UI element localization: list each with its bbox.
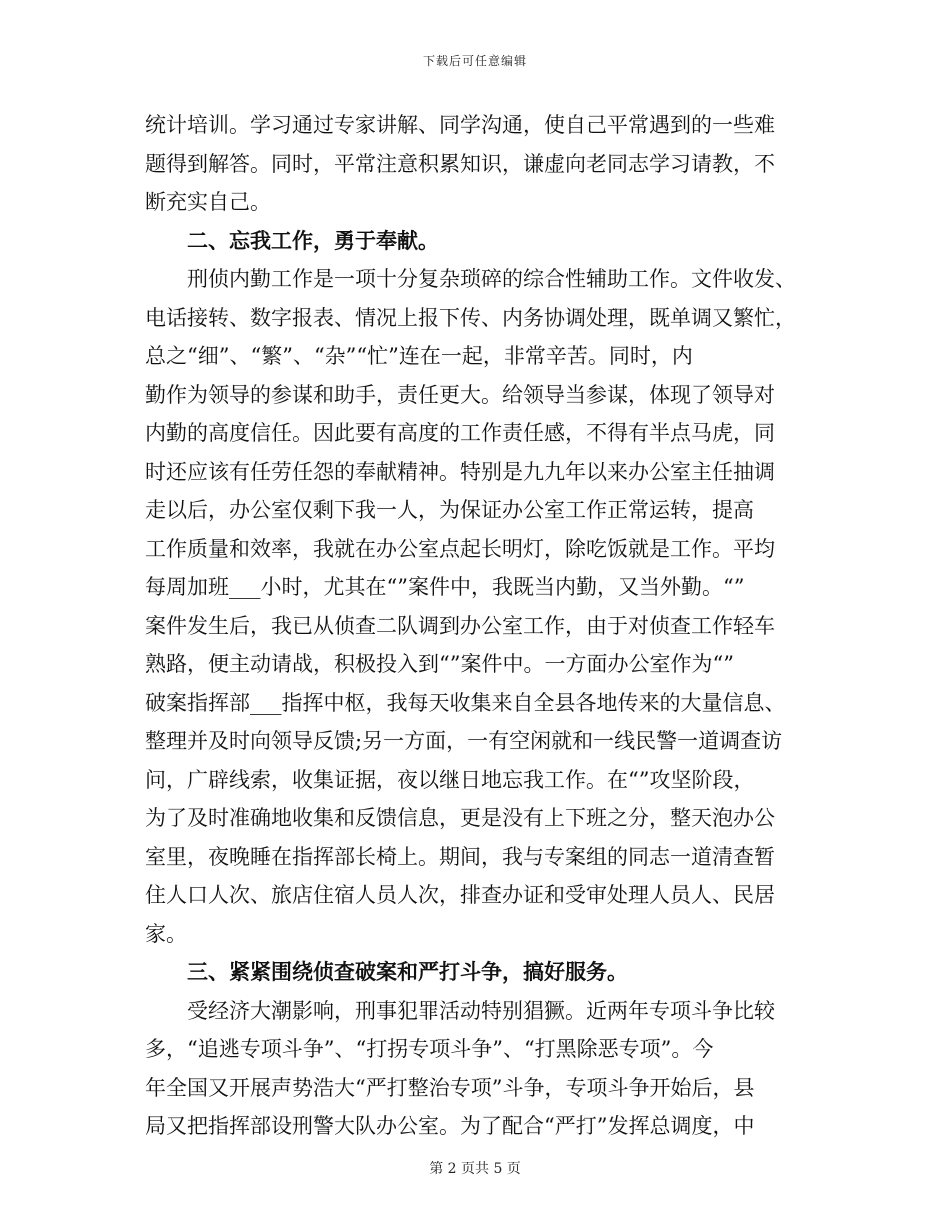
paragraph-line: 案件发生后，我已从侦查二队调到办公室工作，由于对侦查工作轻车 bbox=[145, 613, 775, 638]
paragraph-line: 破案指挥部___指挥中枢，我每天收集来自全县各地传来的大量信息、 bbox=[145, 690, 786, 715]
paragraph-line: 熟路，便主动请战，积极投入到“”案件中。一方面办公室作为“” bbox=[145, 652, 734, 676]
paragraph-line: 内勤的高度信任。因此要有高度的工作责任感，不得有半点马虎，同 bbox=[145, 421, 775, 445]
paragraph-line: 工作质量和效率，我就在办公室点起长明灯，除吃饭就是工作。平均 bbox=[145, 536, 775, 561]
document-body bbox=[145, 106, 805, 1146]
paragraph-line: 电话接转、数字报表、情况上报下传、内务协调处理，既单调又繁忙， bbox=[145, 305, 796, 330]
paragraph-line: 走以后，办公室仅剩下我一人，为保证办公室工作正常运转，提高 bbox=[145, 498, 754, 522]
paragraph-line: 住人口人次、旅店住宿人员人次，排查办证和受审处理人员人、民居 bbox=[145, 883, 775, 907]
paragraph-line: 勤作为领导的参谋和助手，责任更大。给领导当参谋，体现了领导对 bbox=[145, 382, 775, 407]
paragraph-line: 问，广辟线索，收集证据，夜以继日地忘我工作。在“”攻坚阶段， bbox=[145, 767, 755, 792]
section-heading: 二、忘我工作，勇于奉献。 bbox=[145, 227, 439, 253]
paragraph-line: 总之“细”、“繁”、“杂”“忙”连在一起，非常辛苦。同时，内 bbox=[145, 344, 693, 368]
page-header: 下载后可任意编辑 bbox=[422, 54, 527, 68]
paragraph-line: 家。 bbox=[145, 921, 187, 946]
paragraph-line: 每周加班___小时，尤其在“”案件中，我既当内勤，又当外勤。“” bbox=[145, 575, 745, 599]
page-footer: 第 2 页共 5 页 bbox=[429, 1161, 521, 1177]
paragraph-line: 为了及时准确地收集和反馈信息，更是没有上下班之分，整天泡办公 bbox=[145, 806, 775, 830]
paragraph-line: 整理并及时向领导反馈;另一方面，一有空闲就和一线民警一道调查访 bbox=[145, 729, 783, 753]
paragraph-line: 时还应该有任劳任怨的奉献精神。特别是九九年以来办公室主任抽调 bbox=[145, 459, 775, 484]
paragraph-line: 题得到解答。同时，平常注意积累知识，谦虚向老同志学习请教，不 bbox=[145, 151, 775, 176]
paragraph-line: 多，“追逃专项斗争”、“打拐专项斗争”、“打黑除恶专项”。今 bbox=[145, 1037, 714, 1061]
paragraph-line: 刑侦内勤工作是一项十分复杂琐碎的综合性辅助工作。文件收发、 bbox=[145, 267, 796, 291]
paragraph-line: 室里，夜晚睡在指挥部长椅上。期间，我与专案组的同志一道清查暂 bbox=[145, 844, 775, 869]
paragraph-line: 统计培训。学习通过专家讲解、同学沟通，使自己平常遇到的一些难 bbox=[145, 113, 775, 137]
paragraph-line: 断充实自己。 bbox=[145, 190, 271, 214]
paragraph-line: 受经济大潮影响，刑事犯罪活动特别猖獗。近两年专项斗争比较 bbox=[145, 998, 775, 1023]
paragraph-line: 年全国又开展声势浩大“严打整治专项”斗争，专项斗争开始后，县 bbox=[145, 1075, 755, 1100]
paragraph-line: 局又把指挥部设刑警大队办公室。为了配合“严打”发挥总调度，中 bbox=[145, 1114, 755, 1138]
section-heading: 三、紧紧围绕侦查破案和严打斗争，搞好服务。 bbox=[145, 959, 628, 984]
